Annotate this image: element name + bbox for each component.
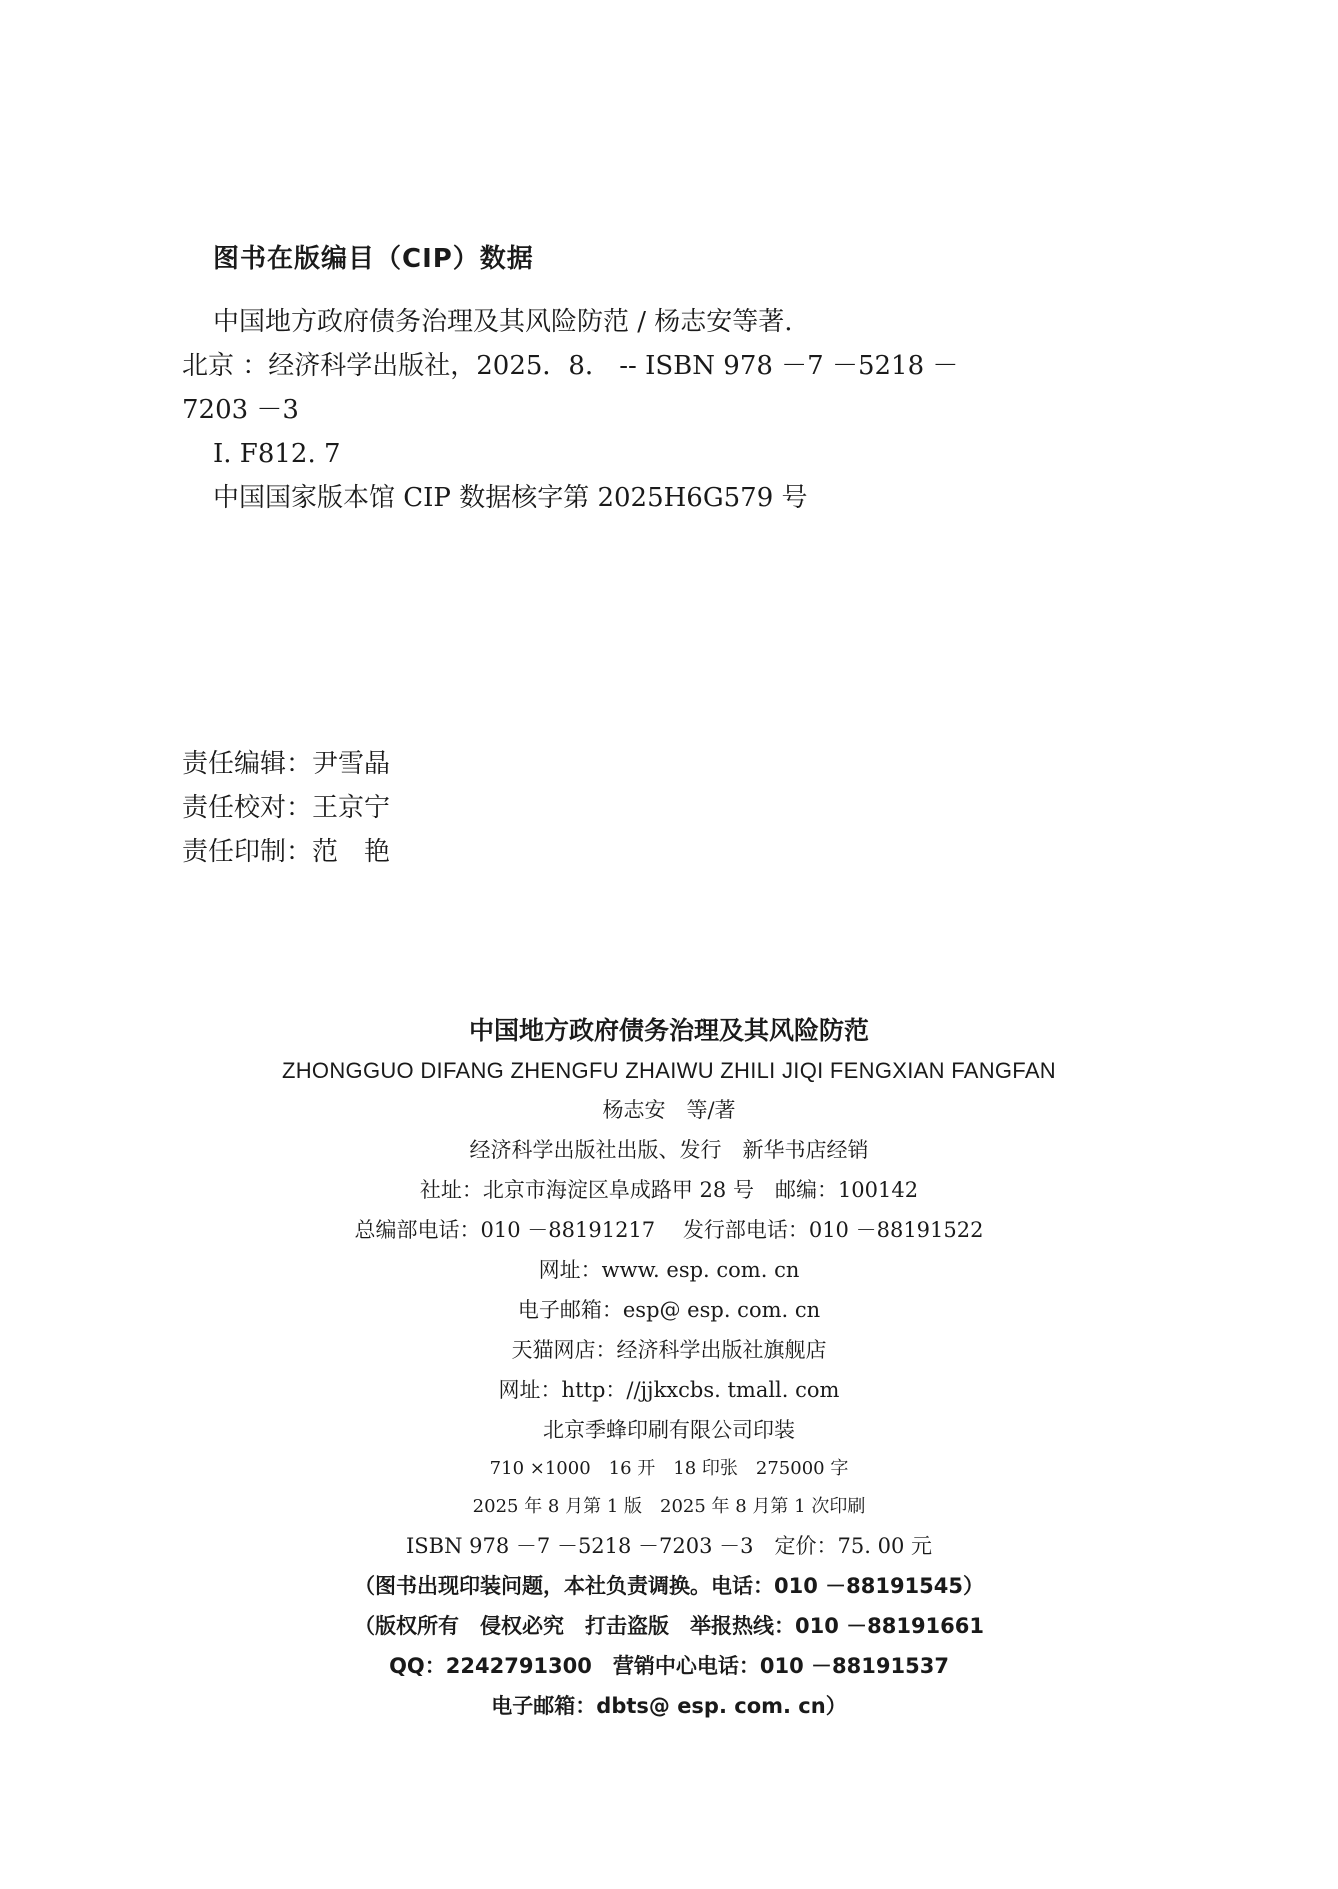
cip-classification: Ⅰ. F812. 7 [213,439,341,469]
publisher: 经济科学出版社出版、发行 新华书店经销 [469,1138,869,1162]
cip-record [182,300,1002,520]
colophon [0,1010,1338,1726]
publisher-phones: 总编部电话：010 －88191217 发行部电话：010 －88191522 [354,1218,984,1242]
isbn-price: ISBN 978 －7 －5218 －7203 －3 定价：75. 00 元 [405,1534,933,1558]
tmall-url: 网址：http：//jjkxcbs. tmall. com [498,1378,840,1402]
marketing-contact: QQ：2242791300 营销中心电话：010 －88191537 [389,1654,949,1678]
book-title-pinyin: ZHONGGUO DIFANG ZHENGFU ZHAIWU ZHILI JIQI FENGXIAN FANGFAN [282,1058,1056,1083]
email: 电子邮箱：esp@ esp. com. cn [517,1298,821,1322]
defect-notice: （图书出现印装问题，本社负责调换。电话：010 －88191545） [353,1574,985,1598]
responsible-proofreader: 责任校对：王京宁 [182,793,391,823]
complaint-email: 电子邮箱：dbts@ esp. com. cn） [491,1694,847,1718]
cip-imprint-line: 北京 ：经济科学出版社，2025．8． -- ISBN 978 －7 －5218 － [182,351,959,381]
publisher-address: 社址：北京市海淀区阜成路甲 28 号 邮编：100142 [419,1178,919,1202]
responsible-editor: 责任编辑：尹雪晶 [182,749,391,779]
cip-heading: 图书在版编目（CIP）数据 [213,244,534,274]
tmall-store: 天猫网店：经济科学出版社旗舰店 [511,1338,827,1362]
book-format: 710 ×1000 16 开 18 印张 275000 字 [489,1458,849,1479]
cip-record-number: 中国国家版本馆 CIP 数据核字第 2025H6G579 号 [213,483,808,513]
edition-info: 2025 年 8 月第 1 版 2025 年 8 月第 1 次印刷 [472,1496,866,1517]
printer: 北京季蜂印刷有限公司印装 [543,1418,795,1442]
copyright-notice: （版权所有 侵权必究 打击盗版 举报热线：010 －88191661 [353,1614,985,1638]
website: 网址：www. esp. com. cn [538,1258,800,1282]
responsible-printing: 责任印制：范 艳 [182,837,391,867]
cip-title-line: 中国地方政府债务治理及其风险防范 / 杨志安等著. [213,307,793,337]
cip-isbn-continuation: 7203 －3 [182,395,299,425]
book-title: 中国地方政府债务治理及其风险防范 [468,1016,869,1045]
authors: 杨志安 等/著 [602,1098,736,1122]
responsibility-list [182,742,390,874]
